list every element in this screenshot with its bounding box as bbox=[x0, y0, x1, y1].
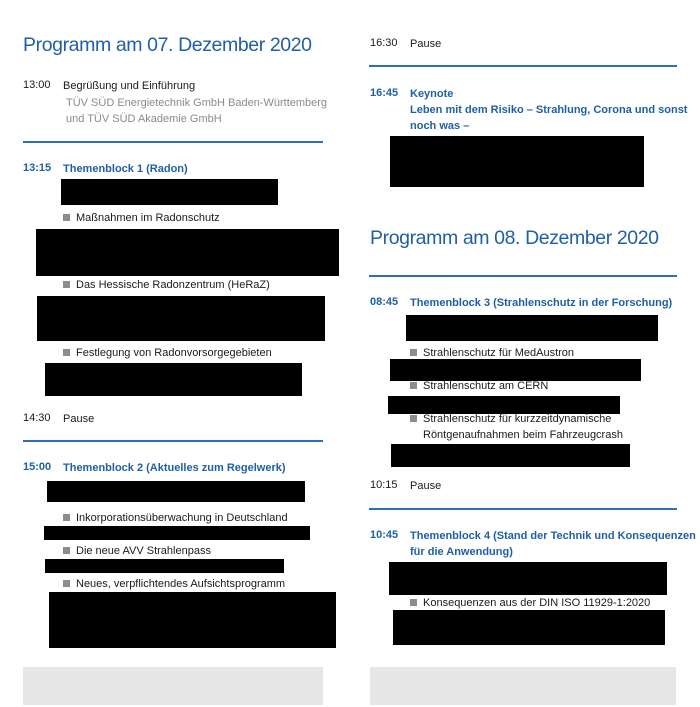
redacted-block bbox=[406, 315, 658, 341]
block1-time: 13:15 bbox=[23, 162, 52, 174]
footer-bar bbox=[370, 667, 676, 705]
block4-time: 10:45 bbox=[370, 529, 399, 541]
block1-item-1 bbox=[63, 210, 220, 226]
block1-item-3-label: Festlegung von Radonvorsorgegebieten bbox=[76, 347, 272, 359]
redacted-block bbox=[45, 559, 284, 573]
divider bbox=[23, 440, 323, 442]
block3-item-1-label: Strahlenschutz für MedAustron bbox=[423, 347, 575, 359]
keynote-subtitle-line2: noch was – bbox=[410, 120, 470, 132]
block2-time: 15:00 bbox=[23, 461, 52, 473]
block1-item-3 bbox=[63, 345, 272, 361]
block1-item-1-label: Maßnahmen im Radonschutz bbox=[76, 212, 220, 224]
redacted-block bbox=[45, 363, 302, 396]
block2-item-2-label: Die neue AVV Strahlenpass bbox=[76, 545, 211, 557]
bullet-square-icon bbox=[63, 214, 70, 221]
divider bbox=[369, 275, 677, 277]
pause-label: Pause bbox=[63, 413, 95, 425]
block4-title-line2: für die Anwendung) bbox=[410, 546, 513, 558]
day2-heading: Programm am 08. Dezember 2020 bbox=[370, 227, 659, 249]
block2-item-1-label: Inkorporationsüberwachung in Deutschland bbox=[76, 512, 288, 524]
redacted-block bbox=[391, 444, 630, 467]
bullet-square-icon bbox=[63, 281, 70, 288]
block2-item-3-label: Neues, verpflichtendes Aufsichtsprogramm bbox=[76, 578, 286, 590]
redacted-block bbox=[389, 562, 667, 595]
redacted-block bbox=[44, 526, 310, 540]
bullet-square-icon bbox=[63, 514, 70, 521]
keynote-subtitle-line1: Leben mit dem Risiko – Strahlung, Corona und sonst bbox=[410, 104, 688, 116]
bullet-square-icon bbox=[63, 349, 70, 356]
block3-item-2 bbox=[410, 378, 548, 394]
block1-item-2 bbox=[63, 277, 270, 293]
bullet-square-icon bbox=[410, 599, 417, 606]
pause2-label: Pause bbox=[410, 480, 442, 492]
redacted-block bbox=[36, 229, 339, 276]
redacted-block bbox=[390, 136, 644, 187]
bullet-square-icon bbox=[410, 382, 417, 389]
block2-title: Themenblock 2 (Aktuelles zum Regelwerk) bbox=[63, 462, 286, 474]
footer-bar bbox=[23, 667, 323, 705]
bullet-square-icon bbox=[63, 547, 70, 554]
welcome-title: Begrüßung und Einführung bbox=[63, 80, 196, 92]
block3-item-3-line2: Röntgenaufnahmen beim Fahrzeugcrash bbox=[423, 429, 623, 441]
redacted-block bbox=[393, 610, 665, 645]
block2-item-2 bbox=[63, 543, 211, 559]
keynote-time: 16:45 bbox=[370, 87, 399, 99]
welcome-org-line1: TÜV SÜD Energietechnik GmbH Baden-Württemberg bbox=[66, 97, 328, 109]
pause2-time: 10:15 bbox=[370, 479, 398, 491]
block3-time: 08:45 bbox=[370, 296, 399, 308]
block2-item-1 bbox=[63, 510, 288, 526]
redacted-block bbox=[47, 481, 305, 502]
bullet-square-icon bbox=[63, 580, 70, 587]
block3-item-2-label: Strahlenschutz am CERN bbox=[423, 380, 549, 392]
pause-label: Pause bbox=[410, 38, 442, 50]
block3-item-3 bbox=[410, 411, 611, 427]
block4-title-line1: Themenblock 4 (Stand der Technik und Konsequenzen bbox=[410, 530, 696, 542]
welcome-time: 13:00 bbox=[23, 79, 51, 91]
bullet-square-icon bbox=[410, 415, 417, 422]
welcome-org-line2: und TÜV SÜD Akademie GmbH bbox=[66, 113, 222, 125]
block2-item-3 bbox=[63, 576, 285, 592]
redacted-block bbox=[37, 296, 325, 341]
redacted-block bbox=[49, 592, 336, 648]
pause-time: 16:30 bbox=[370, 37, 398, 49]
keynote-title: Keynote bbox=[410, 88, 454, 100]
redacted-block bbox=[61, 179, 278, 205]
block1-item-2-label: Das Hessische Radonzentrum (HeRaZ) bbox=[76, 279, 270, 291]
day1-heading: Programm am 07. Dezember 2020 bbox=[23, 34, 312, 56]
block4-item-1 bbox=[410, 595, 650, 611]
block1-title: Themenblock 1 (Radon) bbox=[63, 163, 188, 175]
divider bbox=[23, 141, 323, 143]
block3-item-3-label: Strahlenschutz für kurzzeitdynamische bbox=[423, 413, 612, 425]
pause-time: 14:30 bbox=[23, 412, 51, 424]
bullet-square-icon bbox=[410, 349, 417, 356]
block4-item-1-label: Konsequenzen aus der DIN ISO 11929-1:2020 bbox=[423, 597, 651, 609]
divider bbox=[369, 65, 677, 67]
block3-title: Themenblock 3 (Strahlenschutz in der Forschung) bbox=[410, 297, 673, 309]
divider bbox=[369, 508, 677, 510]
